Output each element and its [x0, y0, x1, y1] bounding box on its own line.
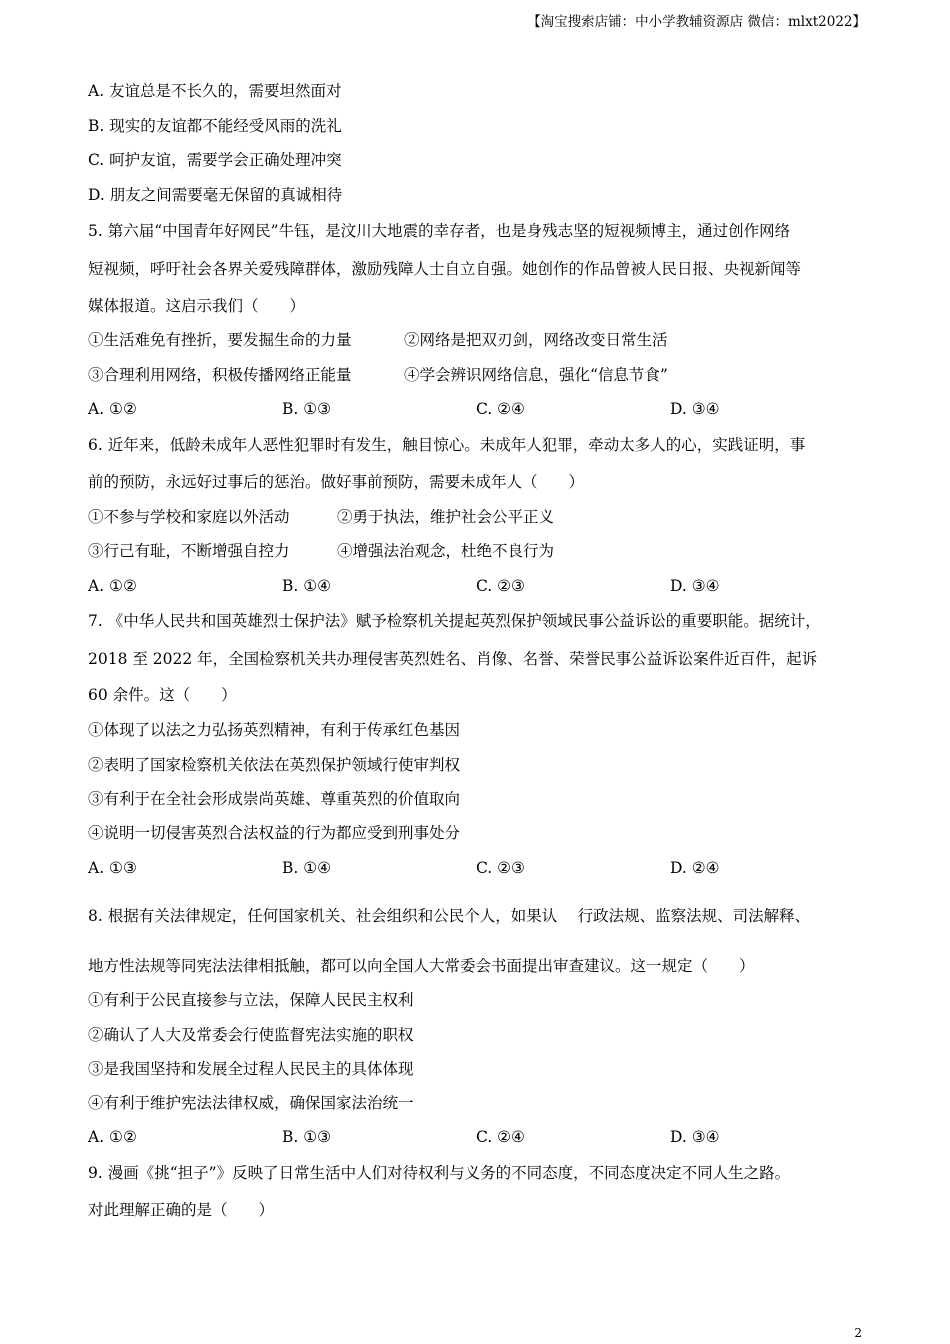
q6-choice-a: A. ①② — [88, 577, 137, 595]
q6-stem-line1: 6. 近年来，低龄未成年人恶性犯罪时有发生，触目惊心。未成年人犯罪，牵动太多人的心，实践证明，事 — [88, 436, 806, 454]
page-number: 2 — [854, 1326, 862, 1340]
q6-choices — [88, 575, 868, 597]
q8-stem-line2: 地方性法规等同宪法法律相抵触，都可以向全国人大常委会书面提出审查建议。这一规定（ ） — [88, 957, 755, 975]
q5-stem-line2: 短视频，呼吁社会各界关爱残障群体，激励残障人士自立自强。她创作的作品曾被人民日报、央视新闻等 — [88, 260, 802, 278]
q5-choice-d: D. ③④ — [670, 400, 720, 418]
q6-statements-row1 — [88, 506, 555, 528]
q7-statement-3: ③有利于在全社会形成崇尚英雄、尊重英烈的价值取向 — [88, 790, 461, 808]
q6-statement-3: ③行己有耻，不断增强自控力 — [88, 542, 290, 560]
q7-choice-a: A. ①③ — [88, 859, 137, 877]
q8-statement-4: ④有利于维护宪法法律权威，确保国家法治统一 — [88, 1094, 414, 1112]
q9-stem-line2: 对此理解正确的是（ ） — [88, 1201, 275, 1219]
q8-choice-b: B. ①③ — [282, 1128, 332, 1146]
q6-statement-2: ②勇于执法，维护社会公平正义 — [337, 508, 555, 526]
q5-statement-2: ②网络是把双刃剑，网络改变日常生活 — [404, 331, 668, 349]
q7-statement-4: ④说明一切侵害英烈合法权益的行为都应受到刑事处分 — [88, 824, 461, 842]
q8-statement-1: ①有利于公民直接参与立法，保障人民民主权利 — [88, 991, 414, 1009]
q7-choice-d: D. ②④ — [670, 859, 720, 877]
q5-statement-1: ①生活难免有挫折，要发掘生命的力量 — [88, 331, 352, 349]
q7-choice-c: C. ②③ — [476, 859, 525, 877]
q7-statement-2: ②表明了国家检察机关依法在英烈保护领域行使审判权 — [88, 756, 461, 774]
q6-statements-row2 — [88, 540, 555, 562]
q6-choice-c: C. ②③ — [476, 577, 525, 595]
q7-statement-1: ①体现了以法之力弘扬英烈精神，有利于传承红色基因 — [88, 721, 461, 739]
q8-choice-d: D. ③④ — [670, 1128, 720, 1146]
q8-choice-c: C. ②④ — [476, 1128, 525, 1146]
q6-choice-b: B. ①④ — [282, 577, 332, 595]
q8-choice-a: A. ①② — [88, 1128, 137, 1146]
q8-choices — [88, 1126, 868, 1148]
q5-stem-line1: 5. 第六届“中国青年好网民”牛钰，是汶川大地震的幸存者，也是身残志坚的短视频博主，通过创作网络 — [88, 222, 791, 240]
q4-option-d: D. 朋友之间需要毫无保留的真诚相待 — [88, 186, 343, 204]
q6-statement-1: ①不参与学校和家庭以外活动 — [88, 508, 290, 526]
q6-choice-d: D. ③④ — [670, 577, 720, 595]
q5-statements-row1 — [88, 329, 668, 351]
q7-stem-line3: 60 余件。这（ ） — [88, 686, 237, 704]
q5-choice-b: B. ①③ — [282, 400, 332, 418]
q5-choices — [88, 398, 868, 420]
q5-choice-a: A. ①② — [88, 400, 137, 418]
q5-choice-c: C. ②④ — [476, 400, 525, 418]
q5-statements-row2 — [88, 364, 668, 386]
q5-stem-line3: 媒体报道。这启示我们（ ） — [88, 297, 306, 315]
q7-choices — [88, 857, 868, 879]
q4-option-c: C. 呵护友谊，需要学会正确处理冲突 — [88, 151, 342, 169]
q6-statement-4: ④增强法治观念，杜绝不良行为 — [337, 542, 555, 560]
q4-option-a: A. 友谊总是不长久的，需要坦然面对 — [88, 82, 342, 100]
q7-choice-b: B. ①④ — [282, 859, 332, 877]
q8-statement-2: ②确认了人大及常委会行使监督宪法实施的职权 — [88, 1026, 414, 1044]
q7-stem-line1: 7. 《中华人民共和国英雄烈士保护法》赋予检察机关提起英烈保护领域民事公益诉讼的重要职能。据统计， — [88, 612, 821, 630]
q9-stem-line1: 9. 漫画《挑“担子”》反映了日常生活中人们对待权利与义务的不同态度，不同态度决定不同人生之路。 — [88, 1164, 791, 1182]
q5-statement-3: ③合理利用网络，积极传播网络正能量 — [88, 366, 352, 384]
q6-stem-line2: 前的预防，永远好过事后的惩治。做好事前预防，需要未成年人（ ） — [88, 473, 585, 491]
q5-statement-4: ④学会辨识网络信息，强化“信息节食” — [404, 366, 668, 384]
page-header: 【淘宝搜索店铺：中小学教辅资源店 微信：mlxt2022】 — [527, 14, 866, 30]
q4-option-b: B. 现实的友谊都不能经受风雨的洗礼 — [88, 117, 342, 135]
q8-stem-line1: 8. 根据有关法律规定，任何国家机关、社会组织和公民个人，如果认 行政法规、监察法规、司法解释、 — [88, 907, 811, 925]
q7-stem-line2: 2018 至 2022 年，全国检察机关共办理侵害英烈姓名、肖像、名誉、荣誉民事公益诉讼案件近百件，起诉 — [88, 650, 818, 668]
q8-statement-3: ③是我国坚持和发展全过程人民民主的具体体现 — [88, 1060, 414, 1078]
